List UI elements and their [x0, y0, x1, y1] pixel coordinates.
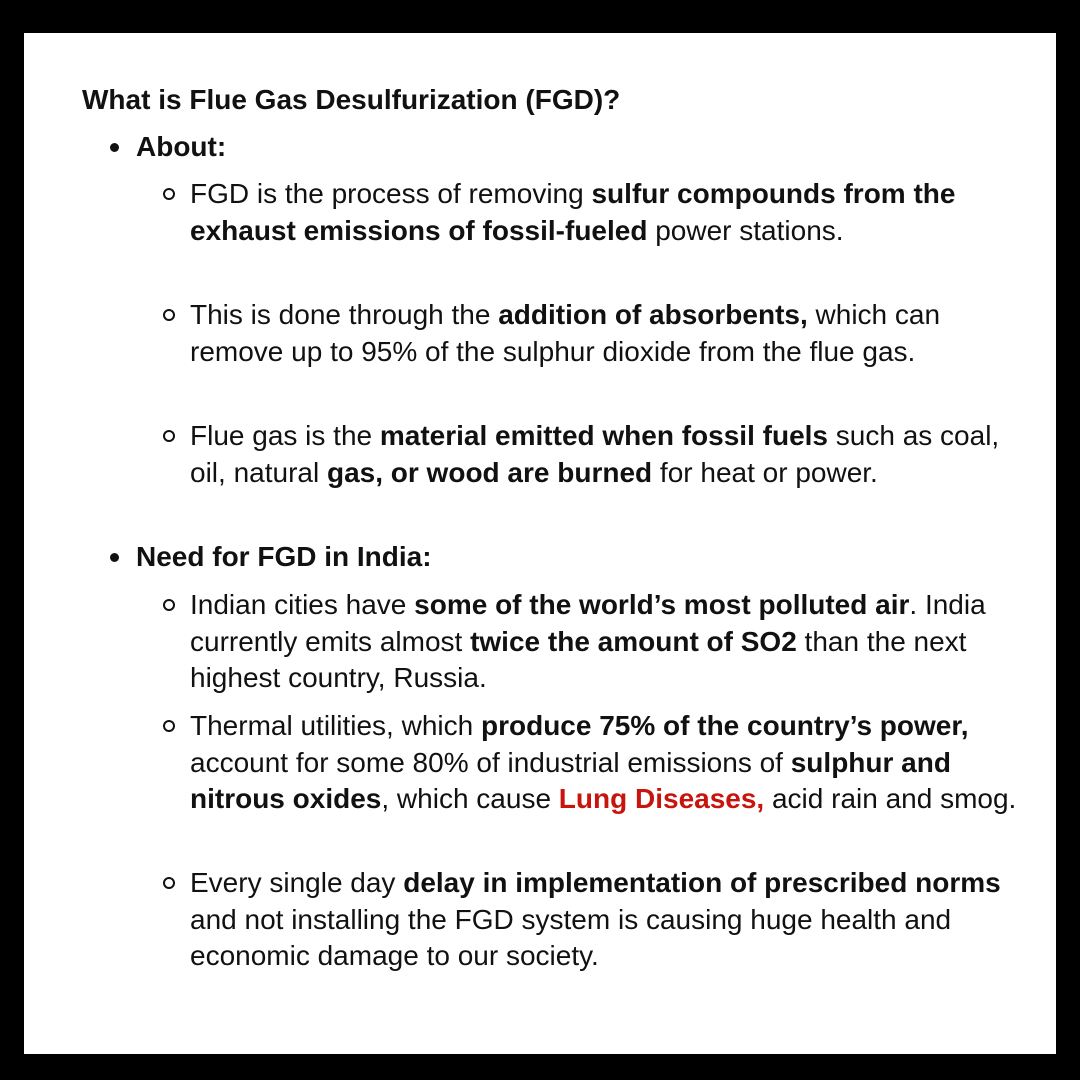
section-title-need: Need for FGD in India: [136, 541, 432, 572]
about-item-2 [190, 297, 1020, 370]
text-run: for heat or power. [652, 456, 878, 488]
circle-bullet-icon [163, 877, 175, 889]
need-item-1 [190, 587, 1020, 697]
bullet-icon [110, 143, 119, 152]
content-card [24, 33, 1056, 1054]
text-run: acid rain and smog. [764, 783, 1017, 814]
text-run: Flue gas is the [190, 420, 380, 451]
circle-bullet-icon [163, 720, 175, 732]
page-title: What is Flue Gas Desulfurization (FGD)? [82, 84, 621, 115]
text-run: Every single day [190, 867, 404, 898]
bold-text: produce 75% of the country’s power, [480, 710, 969, 741]
section-title-about: About: [136, 131, 227, 162]
bold-text: some of the world’s most polluted air [414, 589, 910, 620]
circle-bullet-icon [163, 309, 175, 321]
text-run: Thermal utilities, which [190, 710, 481, 741]
highlight-text: Lung Diseases, [558, 783, 765, 814]
bold-text: twice the amount of SO2 [470, 625, 797, 657]
bullet-icon [110, 553, 119, 562]
text-run: power stations. [647, 214, 844, 246]
text-run: . India currently emits almost [190, 589, 986, 657]
circle-bullet-icon [163, 599, 175, 611]
text-run: and not installing the FGD system is causing huge health and economic damage to our society. [190, 903, 952, 971]
text-run: which can remove up to 95% of the sulphur dioxide from the flue gas. [190, 299, 941, 367]
bold-text: material emitted when fossil fuels [379, 420, 828, 451]
need-item-3 [190, 865, 1020, 975]
text-run: account for some 80% of industrial emissions of [190, 746, 791, 778]
text-run: This is done through the [190, 299, 499, 330]
bold-text: addition of absorbents, [498, 299, 808, 330]
bold-text: delay in implementation of prescribed norms [403, 867, 1001, 898]
text-run: Indian cities have [190, 589, 415, 620]
need-item-2 [190, 708, 1020, 818]
bold-text: sulphur and nitrous oxides [190, 746, 951, 814]
circle-bullet-icon [163, 430, 175, 442]
text-run: than the next highest country, Russia. [190, 625, 967, 693]
about-item-3 [190, 418, 1020, 491]
circle-bullet-icon [163, 188, 175, 200]
bold-text: gas, or wood are burned [326, 456, 653, 488]
bold-text: sulfur compounds from the exhaust emissions of fossil-fueled [190, 178, 956, 246]
text-run: FGD is the process of removing [190, 178, 592, 209]
text-run: such as coal, oil, natural [190, 420, 1000, 488]
about-item-1 [190, 176, 1020, 249]
text-run: , which cause [381, 783, 559, 814]
